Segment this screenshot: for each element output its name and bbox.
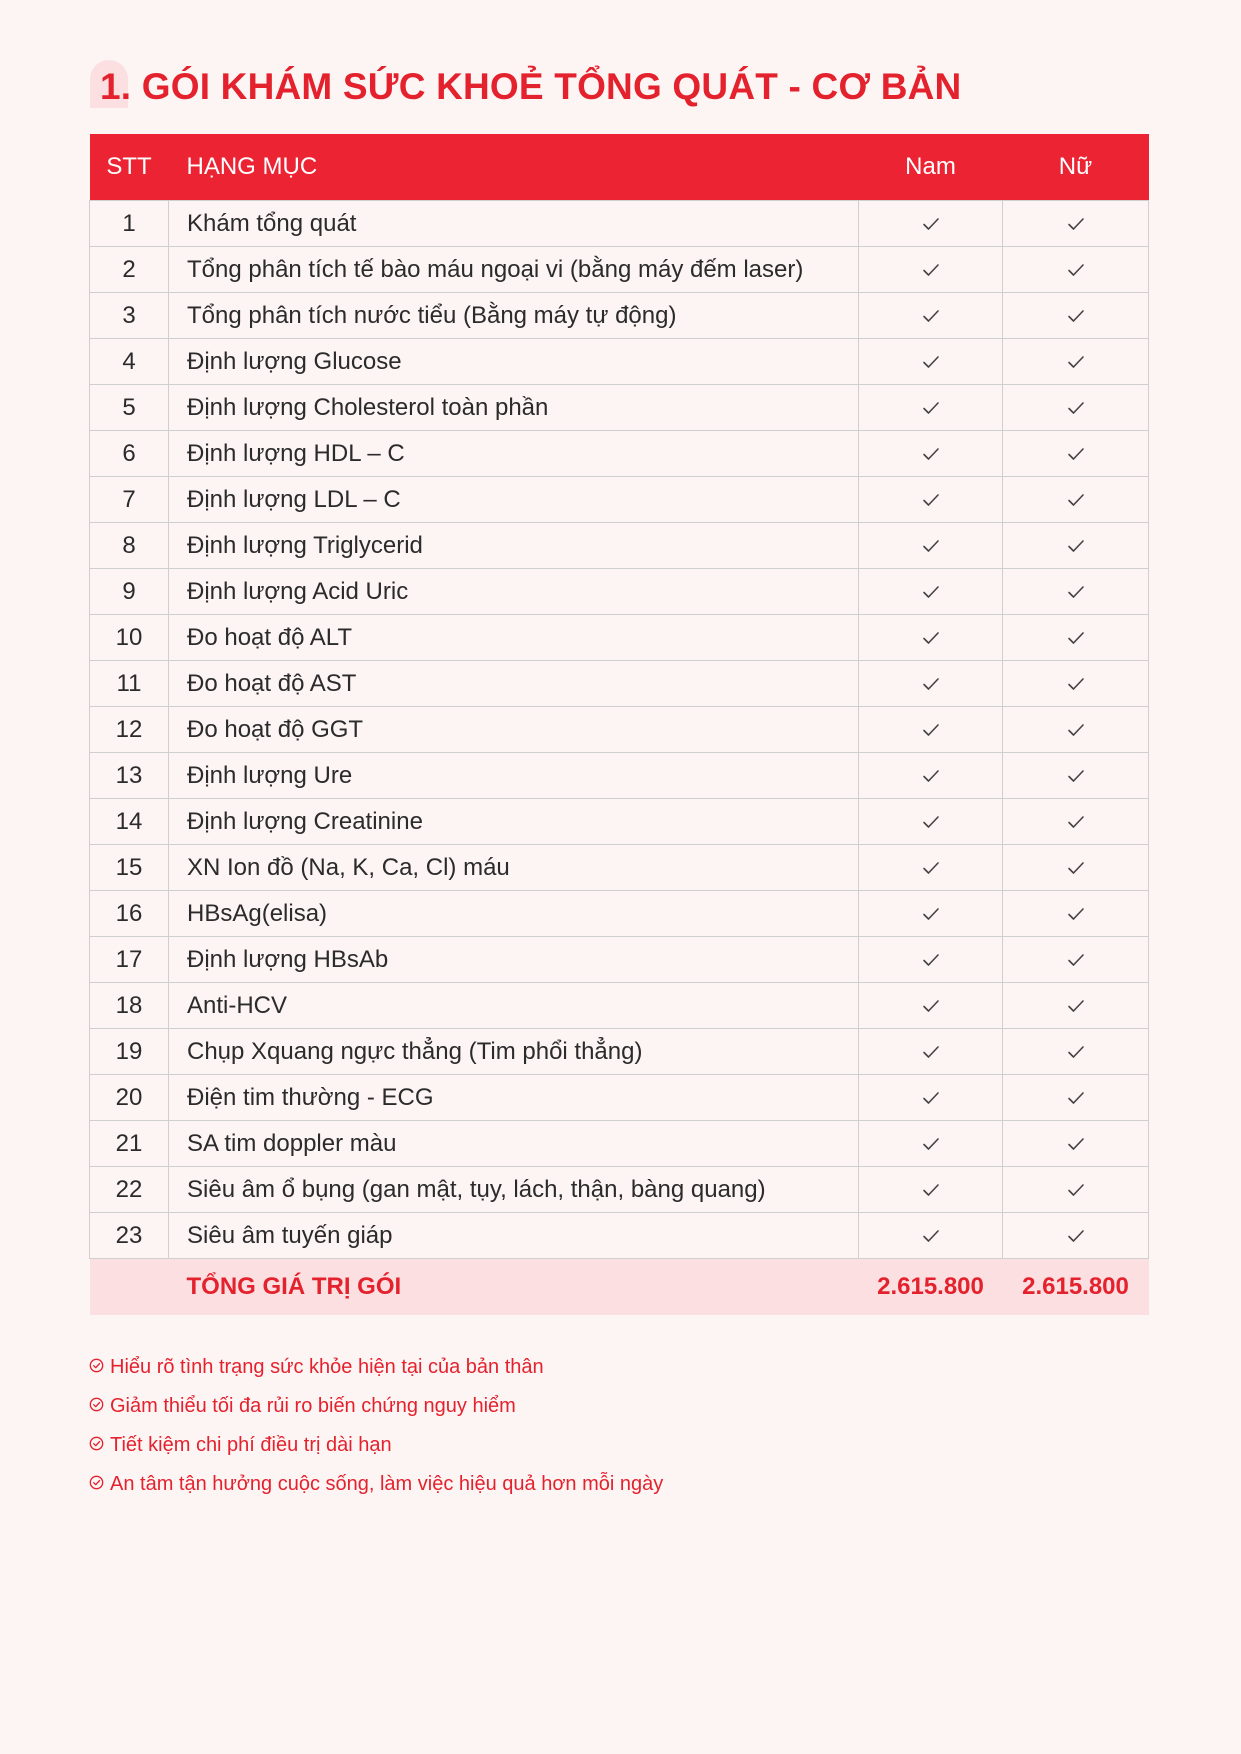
row-item: Định lượng Creatinine — [169, 799, 859, 845]
check-icon — [922, 302, 940, 330]
check-icon — [1067, 486, 1085, 514]
row-female-cell — [1003, 753, 1149, 799]
row-male-cell — [859, 891, 1003, 937]
table-row — [90, 431, 1149, 477]
row-male-cell — [859, 1029, 1003, 1075]
check-icon — [1067, 946, 1085, 974]
row-female-cell — [1003, 707, 1149, 753]
row-stt: 10 — [90, 615, 169, 661]
row-stt: 21 — [90, 1121, 169, 1167]
row-male-cell — [859, 707, 1003, 753]
page-title: 1. GÓI KHÁM SỨC KHOẺ TỔNG QUÁT - CƠ BẢN — [100, 66, 962, 107]
row-stt: 14 — [90, 799, 169, 845]
check-icon — [922, 624, 940, 652]
row-male-cell — [859, 523, 1003, 569]
package-table — [89, 134, 1149, 1315]
check-icon — [1067, 1222, 1085, 1250]
row-male-cell — [859, 477, 1003, 523]
row-item: Đo hoạt độ ALT — [169, 615, 859, 661]
row-item: Siêu âm tuyến giáp — [169, 1213, 859, 1259]
check-icon — [1067, 716, 1085, 744]
benefit-item — [89, 1426, 663, 1465]
row-female-cell — [1003, 569, 1149, 615]
row-stt: 4 — [90, 339, 169, 385]
check-icon — [922, 1176, 940, 1204]
row-female-cell — [1003, 661, 1149, 707]
row-stt: 8 — [90, 523, 169, 569]
table-footer — [90, 1259, 1149, 1316]
row-male-cell — [859, 661, 1003, 707]
check-icon — [1067, 1130, 1085, 1158]
row-male-cell — [859, 753, 1003, 799]
row-item: Định lượng Glucose — [169, 339, 859, 385]
row-female-cell — [1003, 891, 1149, 937]
table-row — [90, 293, 1149, 339]
row-female-cell — [1003, 1121, 1149, 1167]
table-row — [90, 1075, 1149, 1121]
row-female-cell — [1003, 799, 1149, 845]
check-icon — [922, 1084, 940, 1112]
row-item: Định lượng Cholesterol toàn phần — [169, 385, 859, 431]
row-stt: 15 — [90, 845, 169, 891]
check-icon — [1067, 762, 1085, 790]
row-female-cell — [1003, 1075, 1149, 1121]
row-stt: 11 — [90, 661, 169, 707]
check-icon — [922, 992, 940, 1020]
total-price-female: 2.615.800 — [1003, 1259, 1149, 1316]
check-icon — [922, 1222, 940, 1250]
check-icon — [1067, 854, 1085, 882]
row-male-cell — [859, 1213, 1003, 1259]
check-icon — [1067, 1176, 1085, 1204]
benefit-text: Hiểu rõ tình trạng sức khỏe hiện tại của bản thân — [110, 1356, 544, 1378]
check-icon — [1067, 532, 1085, 560]
row-male-cell — [859, 431, 1003, 477]
row-male-cell — [859, 983, 1003, 1029]
row-stt: 17 — [90, 937, 169, 983]
table-row — [90, 661, 1149, 707]
row-item: Tổng phân tích tế bào máu ngoại vi (bằng máy đếm laser) — [169, 247, 859, 293]
check-icon — [922, 670, 940, 698]
row-female-cell — [1003, 247, 1149, 293]
table-body — [90, 201, 1149, 1259]
row-female-cell — [1003, 615, 1149, 661]
header-stt: STT — [90, 134, 169, 201]
row-item: Đo hoạt độ AST — [169, 661, 859, 707]
check-icon — [1067, 624, 1085, 652]
check-icon — [922, 946, 940, 974]
row-female-cell — [1003, 937, 1149, 983]
row-male-cell — [859, 247, 1003, 293]
check-icon — [922, 440, 940, 468]
table-row — [90, 385, 1149, 431]
check-icon — [1067, 440, 1085, 468]
check-icon — [922, 348, 940, 376]
row-stt: 13 — [90, 753, 169, 799]
row-item: SA tim doppler màu — [169, 1121, 859, 1167]
row-male-cell — [859, 569, 1003, 615]
check-icon — [922, 578, 940, 606]
row-female-cell — [1003, 1213, 1149, 1259]
check-icon — [1067, 1038, 1085, 1066]
row-male-cell — [859, 1075, 1003, 1121]
check-icon — [1067, 578, 1085, 606]
benefit-item — [89, 1387, 663, 1426]
row-male-cell — [859, 201, 1003, 247]
benefit-item — [89, 1348, 663, 1387]
header-item: HẠNG MỤC — [169, 134, 859, 201]
row-item: Điện tim thường - ECG — [169, 1075, 859, 1121]
table-row — [90, 615, 1149, 661]
row-item: Siêu âm ổ bụng (gan mật, tụy, lách, thận, bàng quang) — [169, 1167, 859, 1213]
row-male-cell — [859, 799, 1003, 845]
table-row — [90, 1213, 1149, 1259]
table-row — [90, 477, 1149, 523]
check-icon — [922, 394, 940, 422]
row-stt: 18 — [90, 983, 169, 1029]
row-male-cell — [859, 385, 1003, 431]
check-icon — [922, 1130, 940, 1158]
row-stt: 7 — [90, 477, 169, 523]
row-item: Đo hoạt độ GGT — [169, 707, 859, 753]
row-male-cell — [859, 1167, 1003, 1213]
row-female-cell — [1003, 1167, 1149, 1213]
row-stt: 22 — [90, 1167, 169, 1213]
row-stt: 23 — [90, 1213, 169, 1259]
row-male-cell — [859, 937, 1003, 983]
row-stt: 3 — [90, 293, 169, 339]
check-icon — [1067, 670, 1085, 698]
table-row — [90, 937, 1149, 983]
total-label: TỔNG GIÁ TRỊ GÓI — [169, 1259, 859, 1316]
table-row — [90, 983, 1149, 1029]
row-stt: 16 — [90, 891, 169, 937]
row-item: XN Ion đồ (Na, K, Ca, Cl) máu — [169, 845, 859, 891]
row-stt: 6 — [90, 431, 169, 477]
circle-check-icon — [89, 1434, 104, 1457]
row-stt: 1 — [90, 201, 169, 247]
row-item: Tổng phân tích nước tiểu (Bằng máy tự động) — [169, 293, 859, 339]
table-row — [90, 247, 1149, 293]
row-item: Anti-HCV — [169, 983, 859, 1029]
check-icon — [1067, 302, 1085, 330]
row-item: HBsAg(elisa) — [169, 891, 859, 937]
table-row — [90, 1167, 1149, 1213]
row-item: Định lượng HBsAb — [169, 937, 859, 983]
table-row — [90, 339, 1149, 385]
circle-check-icon — [89, 1473, 104, 1496]
benefits-list — [89, 1348, 663, 1504]
row-male-cell — [859, 339, 1003, 385]
row-female-cell — [1003, 477, 1149, 523]
row-stt: 12 — [90, 707, 169, 753]
table-row — [90, 799, 1149, 845]
check-icon — [922, 808, 940, 836]
row-item: Khám tổng quát — [169, 201, 859, 247]
row-item: Định lượng Triglycerid — [169, 523, 859, 569]
check-icon — [1067, 394, 1085, 422]
circle-check-icon — [89, 1356, 104, 1379]
row-female-cell — [1003, 983, 1149, 1029]
check-icon — [922, 1038, 940, 1066]
row-female-cell — [1003, 201, 1149, 247]
check-icon — [1067, 210, 1085, 238]
table-row — [90, 753, 1149, 799]
check-icon — [922, 256, 940, 284]
row-female-cell — [1003, 523, 1149, 569]
table-row — [90, 1121, 1149, 1167]
row-item: Định lượng HDL – C — [169, 431, 859, 477]
check-icon — [1067, 348, 1085, 376]
benefit-text: Tiết kiệm chi phí điều trị dài hạn — [110, 1434, 392, 1456]
check-icon — [1067, 1084, 1085, 1112]
check-icon — [922, 854, 940, 882]
table-row — [90, 201, 1149, 247]
row-female-cell — [1003, 845, 1149, 891]
header-female: Nữ — [1003, 134, 1149, 201]
row-item: Định lượng Ure — [169, 753, 859, 799]
check-icon — [922, 762, 940, 790]
benefit-text: An tâm tận hưởng cuộc sống, làm việc hiệu quả hơn mỗi ngày — [110, 1473, 664, 1495]
benefit-item — [89, 1465, 663, 1504]
check-icon — [1067, 256, 1085, 284]
row-male-cell — [859, 845, 1003, 891]
row-stt: 5 — [90, 385, 169, 431]
check-icon — [922, 486, 940, 514]
row-stt: 2 — [90, 247, 169, 293]
check-icon — [922, 532, 940, 560]
table-row — [90, 845, 1149, 891]
row-item: Chụp Xquang ngực thẳng (Tim phổi thẳng) — [169, 1029, 859, 1075]
check-icon — [1067, 900, 1085, 928]
check-icon — [1067, 992, 1085, 1020]
row-stt: 9 — [90, 569, 169, 615]
row-female-cell — [1003, 431, 1149, 477]
row-stt: 20 — [90, 1075, 169, 1121]
table-row — [90, 707, 1149, 753]
total-price-male: 2.615.800 — [859, 1259, 1003, 1316]
benefit-text: Giảm thiểu tối đa rủi ro biến chứng nguy hiểm — [110, 1395, 516, 1417]
table-row — [90, 1029, 1149, 1075]
row-female-cell — [1003, 293, 1149, 339]
table-row — [90, 569, 1149, 615]
table-row — [90, 523, 1149, 569]
check-icon — [922, 210, 940, 238]
row-female-cell — [1003, 385, 1149, 431]
row-male-cell — [859, 293, 1003, 339]
row-female-cell — [1003, 339, 1149, 385]
row-male-cell — [859, 1121, 1003, 1167]
circle-check-icon — [89, 1395, 104, 1418]
table-header — [90, 134, 1149, 201]
row-stt: 19 — [90, 1029, 169, 1075]
row-item: Định lượng Acid Uric — [169, 569, 859, 615]
check-icon — [1067, 808, 1085, 836]
check-icon — [922, 900, 940, 928]
check-icon — [922, 716, 940, 744]
header-male: Nam — [859, 134, 1003, 201]
row-item: Định lượng LDL – C — [169, 477, 859, 523]
row-male-cell — [859, 615, 1003, 661]
table-row — [90, 891, 1149, 937]
row-female-cell — [1003, 1029, 1149, 1075]
